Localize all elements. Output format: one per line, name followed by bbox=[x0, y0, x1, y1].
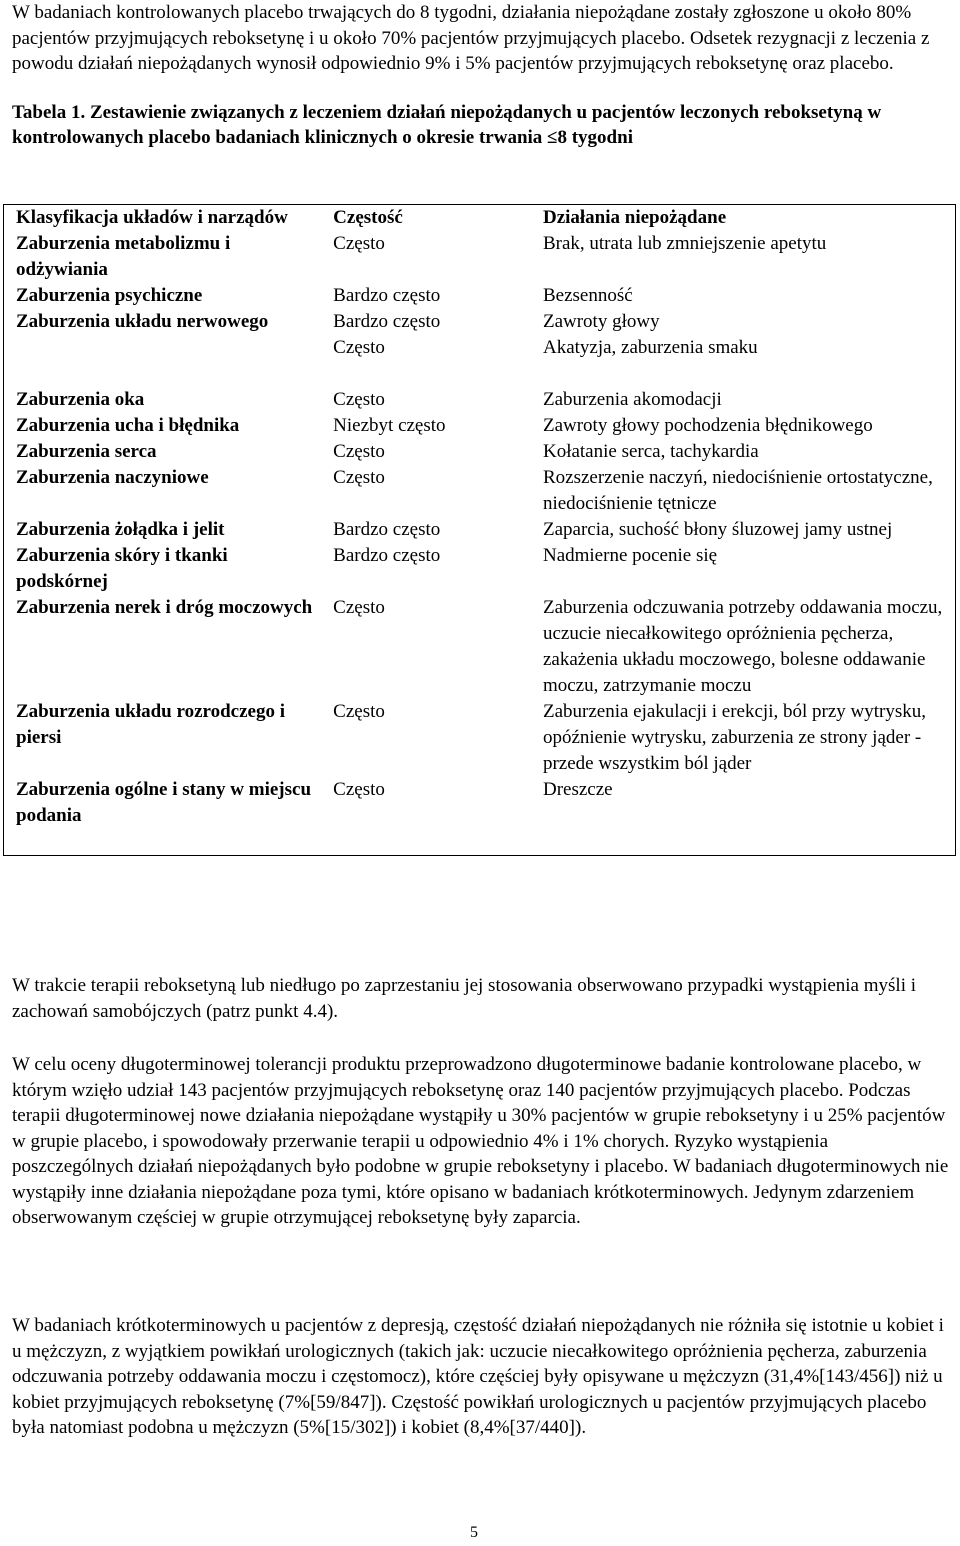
organ-class-cell: Zaburzenia naczyniowe bbox=[16, 467, 209, 488]
organ-class-cell: Zaburzenia psychiczne bbox=[16, 285, 203, 306]
organ-class-cell: Zaburzenia żołądka i jelit bbox=[16, 519, 225, 540]
header-cell-organ-class: Klasyfikacja układów i narządów bbox=[16, 207, 288, 228]
effects-cell: Nadmierne pocenie się bbox=[542, 545, 718, 566]
effects-cell: Zaburzenia akomodacji bbox=[542, 389, 722, 410]
page-number: 5 bbox=[470, 1524, 478, 1541]
table-row bbox=[4, 413, 956, 439]
header-cell-frequency: Częstość bbox=[333, 207, 403, 228]
intro-paragraph: W badaniach kontrolowanych placebo trwających do 8 tygodni, działania niepożądane zostały zgłoszone u około 80% pacjentów przyjmujących reboksetynę i u około 70% pacjentów przyjmujących placebo. Odsetek rezygnacji z leczenia z powodu działań niepożądanych wynosił odpowiednio 9% i 5% pacjentów przyjmujących reboksetynę oraz placebo. bbox=[12, 2, 930, 74]
effects-cell: Dreszcze bbox=[542, 779, 613, 800]
table-spacer-row bbox=[4, 361, 956, 387]
table-spacer-row bbox=[4, 829, 956, 856]
long-term-study-paragraph: W celu oceny długoterminowej tolerancji produktu przeprowadzono długoterminowe badanie kontrolowane placebo, w którym wzięło udział 143 pacjentów przyjmujących reboksetynę oraz 140 pacjentów przyjmujących placebo. Podczas terapii długoterminowej nowe działania niepożądane wystąpiły u 30% pacjentów w grupie reboksetyny i u 25% pacjentów w grupie placebo, i spowodowały przerwanie terapii u odpowiednio 4% i 1% chorych. Ryzyko wystąpienia poszczególnych działań niepożądanych było podobne w grupie reboksetyny i placebo. W badaniach długoterminowych nie wystąpiły inne działania niepożądane poza tymi, które opisano w badaniach krótkoterminowych. Jedynym zdarzeniem obserwowanym częściej w grupie otrzymującej reboksetynę były zaparcia. bbox=[12, 1054, 949, 1228]
frequency-cell: Niezbyt często bbox=[333, 415, 446, 436]
table-row bbox=[4, 777, 956, 829]
organ-class-cell: Zaburzenia układu nerwowego bbox=[16, 311, 269, 332]
effects-cell: Rozszerzenie naczyń, niedociśnienie ortostatyczne, niedociśnienie tętnicze bbox=[542, 467, 933, 514]
frequency-cell: Bardzo często bbox=[333, 545, 441, 566]
table-row bbox=[4, 439, 956, 465]
frequency-cell: Bardzo często bbox=[333, 519, 441, 540]
organ-class-cell: Zaburzenia nerek i dróg moczowych bbox=[16, 597, 313, 618]
frequency-cell: Często bbox=[333, 441, 385, 462]
suicide-risk-paragraph: W trakcie terapii reboksetyną lub niedługo po zaprzestaniu jej stosowania obserwowano przypadki wystąpienia myśli i zachowań samobójczych (patrz punkt 4.4). bbox=[12, 975, 917, 1022]
table-caption: Tabela 1. Zestawienie związanych z leczeniem działań niepożądanych u pacjentów leczonych reboksetyną w kontrolowanych placebo badaniach klinicznych o okresie trwania ≤8 tygodni bbox=[12, 101, 882, 148]
table-row bbox=[4, 595, 956, 699]
effects-cell: Zaparcia, suchość błony śluzowej jamy ustnej bbox=[542, 519, 893, 540]
organ-class-cell: Zaburzenia skóry i tkanki podskórnej bbox=[16, 545, 228, 592]
table-row bbox=[4, 387, 956, 413]
frequency-cell: Bardzo często bbox=[333, 311, 441, 332]
frequency-cell: Często bbox=[333, 597, 385, 618]
table-header-row bbox=[4, 205, 956, 232]
effects-cell: Zaburzenia odczuwania potrzeby oddawania moczu, uczucie niecałkowitego opróżnienia pęcherza, zakażenia układu moczowego, bolesne oddawanie moczu, zatrzymanie moczu bbox=[542, 597, 943, 696]
effects-cell: Kołatanie serca, tachykardia bbox=[542, 441, 759, 462]
document-page bbox=[12, 0, 950, 1438]
sex-differences-paragraph: W badaniach krótkoterminowych u pacjentów z depresją, częstość działań niepożądanych nie różniła się istotnie u kobiet i u mężczyzn, z wyjątkiem powikłań urologicznych (takich jak: uczucie niecałkowitego opróżnienia pęcherza, zaburzenia odczuwania potrzeby oddawania moczu i częstomocz), które częściej były opisywane u mężczyzn (31,4%[143/456]) niż u kobiet przyjmujących reboksetynę (7%[59/847]). Częstość powikłań urologicznych u pacjentów przyjmujących placebo była natomiast podobna u mężczyzn (5%[15/302]) i kobiet (8,4%[37/440]). bbox=[12, 1315, 944, 1438]
table-row bbox=[4, 517, 956, 543]
frequency-cell: Często bbox=[333, 779, 385, 800]
organ-class-cell: Zaburzenia metabolizmu i odżywiania bbox=[16, 233, 231, 280]
organ-class-cell: Zaburzenia ogólne i stany w miejscu podania bbox=[16, 779, 312, 826]
frequency-cell: Często bbox=[333, 337, 385, 358]
frequency-cell: Bardzo często bbox=[333, 285, 441, 306]
table-row bbox=[4, 465, 956, 517]
organ-class-cell: Zaburzenia ucha i błędnika bbox=[16, 415, 240, 436]
organ-class-cell: Zaburzenia układu rozrodczego i piersi bbox=[16, 701, 286, 748]
adverse-effects-table bbox=[3, 204, 956, 856]
frequency-cell: Często bbox=[333, 233, 385, 254]
organ-class-cell: Zaburzenia oka bbox=[16, 389, 145, 410]
effects-cell: Zaburzenia ejakulacji i erekcji, ból przy wytrysku, opóźnienie wytrysku, zaburzenia ze strony jąder - przede wszystkim ból jąder bbox=[542, 701, 926, 774]
table-row bbox=[4, 283, 956, 309]
effects-cell: Zawroty głowy pochodzenia błędnikowego bbox=[542, 415, 873, 436]
organ-class-cell: Zaburzenia serca bbox=[16, 441, 157, 462]
effects-cell: Brak, utrata lub zmniejszenie apetytu bbox=[542, 233, 827, 254]
header-cell-adverse-effects: Działania niepożądane bbox=[542, 207, 727, 228]
effects-cell: Zawroty głowy bbox=[542, 311, 660, 332]
table-row bbox=[4, 543, 956, 595]
table-row bbox=[4, 309, 956, 335]
effects-cell: Akatyzja, zaburzenia smaku bbox=[542, 337, 758, 358]
effects-cell: Bezsenność bbox=[542, 285, 633, 306]
table-row bbox=[4, 231, 956, 283]
table-row bbox=[4, 699, 956, 777]
frequency-cell: Często bbox=[333, 389, 385, 410]
frequency-cell: Często bbox=[333, 701, 385, 722]
frequency-cell: Często bbox=[333, 467, 385, 488]
